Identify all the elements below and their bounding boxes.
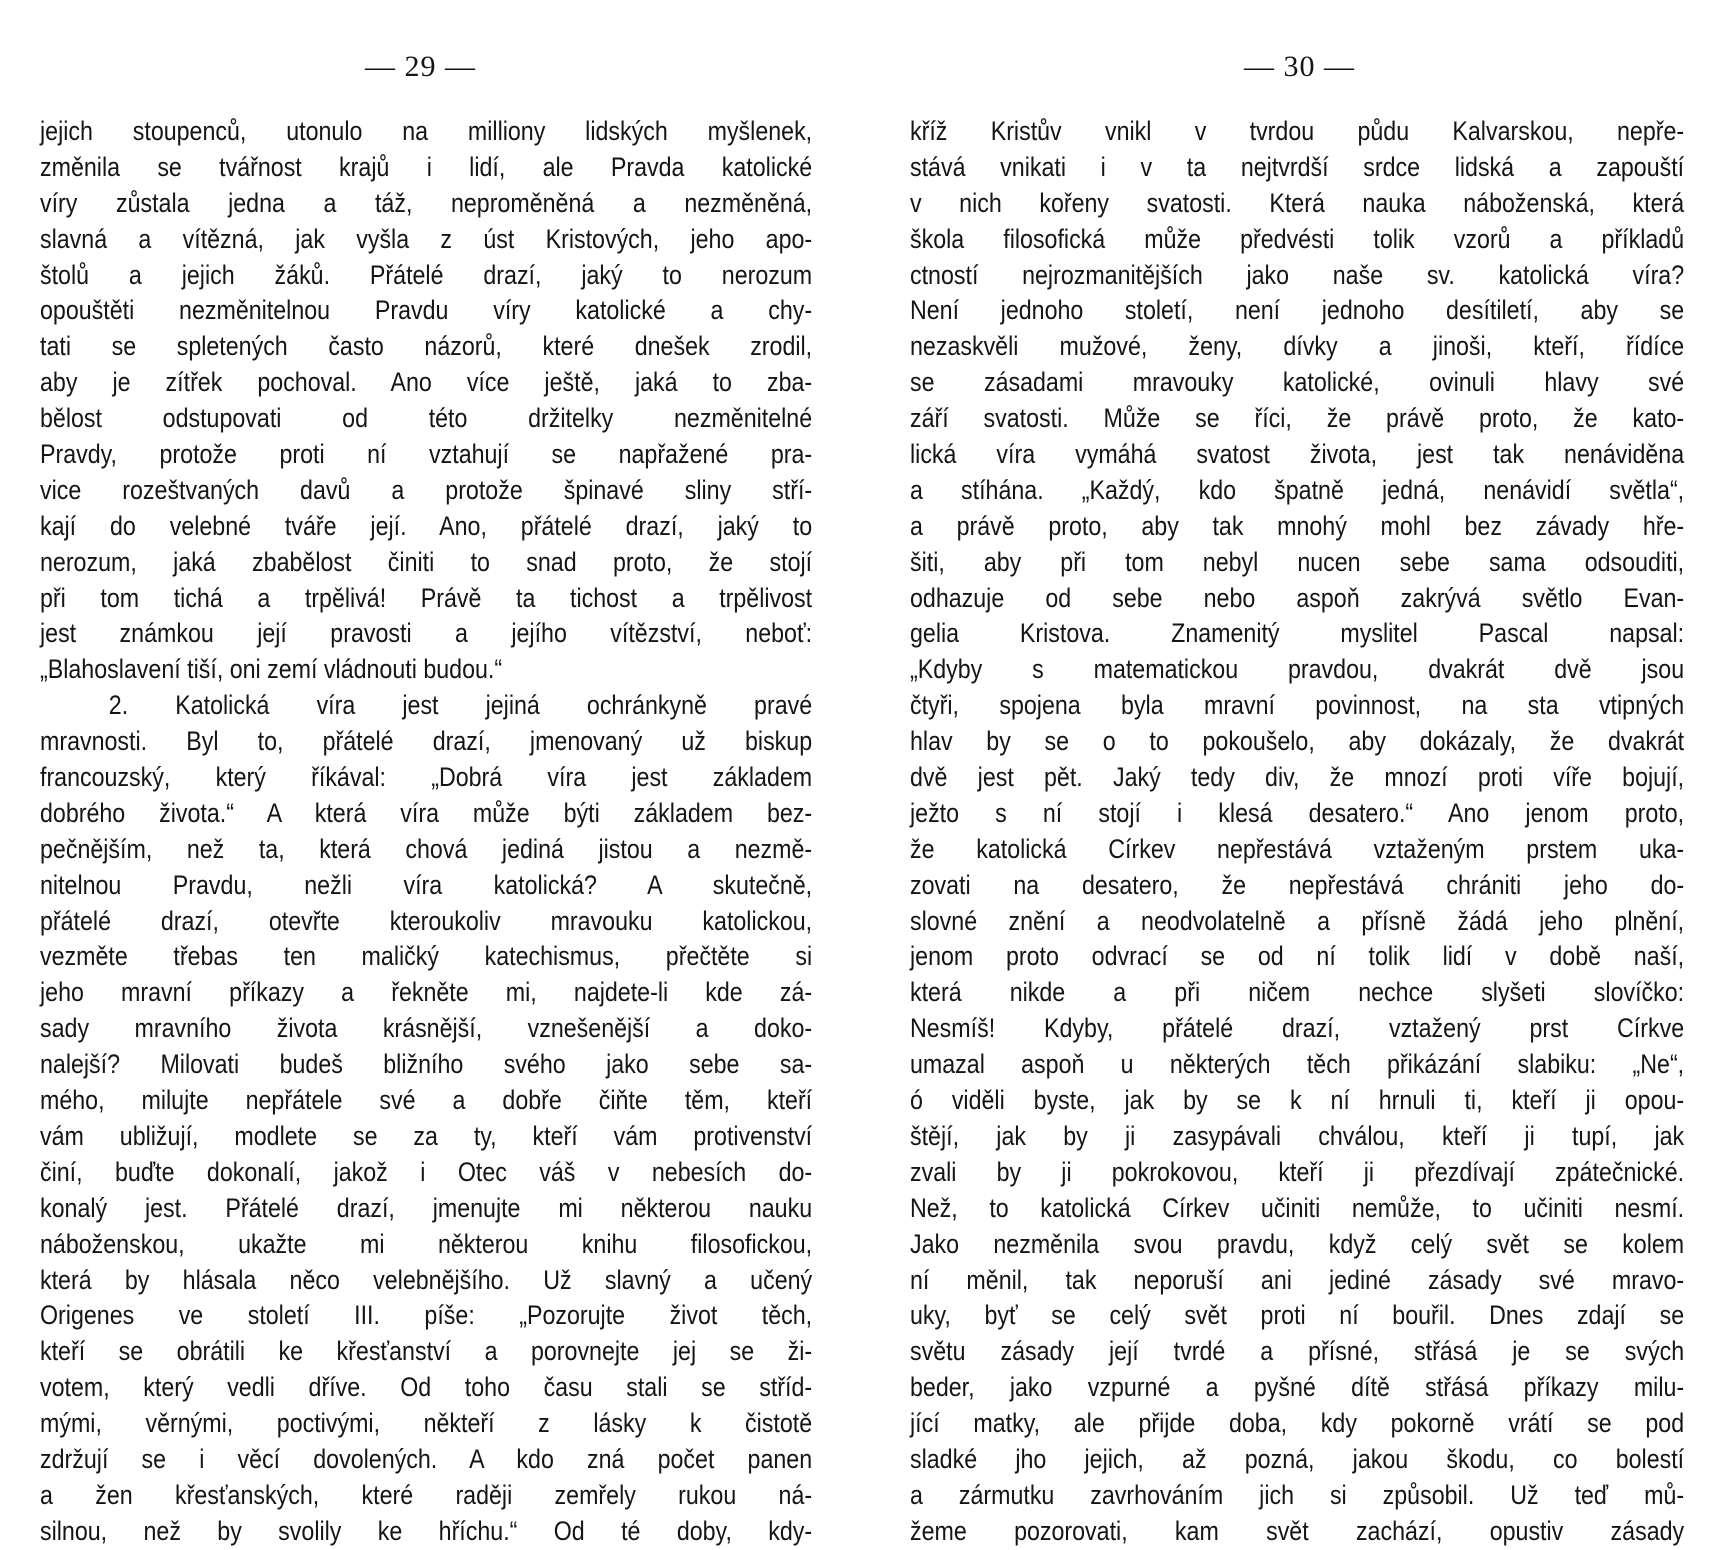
text-line: sady mravního života krásnější, vznešenější a doko- bbox=[40, 1013, 813, 1044]
text-line: votem, který vedli dříve. Od toho času stali se stříd- bbox=[40, 1372, 813, 1403]
text-line: šiti, aby při tom nebyl nucen sebe sama odsouditi, bbox=[910, 546, 1685, 577]
text-line: nerozum, jaká zbabělost činiti to snad proto, že stojí bbox=[40, 546, 813, 577]
text-line: mého, milujte nepřátele své a dobře čiňte těm, kteří bbox=[40, 1085, 813, 1116]
text-line: ó viděli byste, jak by se k ní hrnuli ti, kteří ji opou- bbox=[910, 1085, 1685, 1116]
text-line: jenom proto odvrací se od ní tolik lidí v době naší, bbox=[910, 941, 1685, 972]
text-line: lická víra vymáhá svatost života, jest tak nenáviděna bbox=[910, 439, 1685, 470]
text-line: světu zásady její tvrdé a přísné, střásá je se svých bbox=[910, 1336, 1685, 1367]
text-line: změnila se tvářnost krajů i lidí, ale Pravda katolické bbox=[40, 151, 813, 182]
text-line: zvali by ji pokrokovou, kteří ji přezdívají zpátečnické. bbox=[910, 1156, 1685, 1187]
text-line: Nesmíš! Kdyby, přátelé drazí, vztažený prst Církve bbox=[910, 1013, 1685, 1044]
text-line: „Blahoslavení tiší, oni zemí vládnouti budou.“ bbox=[40, 654, 503, 685]
text-line: mými, věrnými, poctivými, někteří z lásky k čistotě bbox=[40, 1408, 813, 1439]
text-line: stává vnikati i v ta nejtvrdší srdce lidská a zapouští bbox=[910, 151, 1685, 182]
text-line: víry zůstala jedna a táž, neproměněná a nezměněná, bbox=[40, 187, 813, 218]
text-line: a stíhána. „Každý, kdo špatně jedná, nenávidí světla“, bbox=[910, 474, 1685, 505]
text-line: září svatosti. Může se říci, že právě proto, že kato- bbox=[910, 403, 1685, 434]
text-line: bělost odstupovati od této držitelky nezměnitelné bbox=[40, 403, 813, 434]
text-line: při tom tichá a trpělivá! Právě ta tichost a trpělivost bbox=[40, 582, 813, 613]
left-page bbox=[0, 0, 858, 1546]
text-line: Než, to katolická Církev učiniti nemůže, to učiniti nesmí. bbox=[910, 1192, 1685, 1223]
text-line: v nich kořeny svatosti. Která nauka náboženská, která bbox=[910, 187, 1685, 218]
text-line: konalý jest. Přátelé drazí, jmenujte mi některou nauku bbox=[40, 1192, 813, 1223]
text-line: čtyři, spojena byla mravní povinnost, na sta vtipných bbox=[910, 690, 1685, 721]
text-line: odhazuje od sebe nebo aspoň zakrývá světlo Evan- bbox=[910, 582, 1685, 613]
text-line: Origenes ve století III. píše: „Pozorujte život těch, bbox=[40, 1300, 813, 1331]
text-line: nitelnou Pravdu, nežli víra katolická? A skutečně, bbox=[40, 869, 813, 900]
text-line: sladké jho jejich, až pozná, jakou škodu, co bolestí bbox=[910, 1443, 1685, 1474]
text-line: gelia Kristova. Znamenitý myslitel Pascal napsal: bbox=[910, 618, 1685, 649]
text-line: štějí, jak by ji zasypávali chválou, kteří ji tupí, jak bbox=[910, 1120, 1685, 1151]
text-line: tati se spletených často názorů, které dnešek zrodil, bbox=[40, 331, 813, 362]
text-line: uky, byť se celý svět proti ní bouřil. Dnes zdají se bbox=[910, 1300, 1685, 1331]
text-line: silnou, než by svolily ke hříchu.“ Od té doby, kdy- bbox=[40, 1515, 813, 1546]
text-line: nezaskvěli mužové, ženy, dívky a jinoši, kteří, řídíce bbox=[910, 331, 1685, 362]
text-line: slovné znění a neodvolatelně a přísně žádá jeho plnění, bbox=[910, 905, 1685, 936]
text-line: aby je zítřek pochoval. Ano více ještě, jaká to zba- bbox=[40, 367, 813, 398]
text-line: umazal aspoň u některých těch přikázání slabiku: „Ne“, bbox=[910, 1049, 1685, 1080]
text-line: škola filosofická může předvésti tolik vzorů a příkladů bbox=[910, 223, 1685, 254]
text-line: kříž Kristův vnikl v tvrdou půdu Kalvarskou, nepře- bbox=[910, 116, 1685, 146]
text-line: že katolická Církev nepřestává vztaženým prstem uka- bbox=[910, 833, 1685, 864]
text-line: jejich stoupenců, utonulo na milliony lidských myšlenek, bbox=[40, 116, 813, 146]
text-line: štolů a jejich žáků. Přátelé drazí, jaký to nerozum bbox=[40, 259, 813, 290]
text-line: přátelé drazí, otevřte kteroukoliv mravouku katolickou, bbox=[40, 905, 813, 936]
text-line: která by hlásala něco velebnějšího. Už slavný a učený bbox=[40, 1264, 813, 1295]
text-line: dvě jest pět. Jaký tedy div, že mnozí proti víře bojují, bbox=[910, 762, 1685, 793]
text-line: žeme pozorovati, kam svět zachází, opustiv zásady bbox=[910, 1515, 1685, 1546]
text-line: slavná a vítězná, jak vyšla z úst Kristových, jeho apo- bbox=[40, 223, 813, 254]
text-line: ctností nejrozmanitějších jako naše sv. katolická víra? bbox=[910, 259, 1685, 290]
text-line: pečnějším, než ta, která chová jediná jistou a nezmě- bbox=[40, 833, 813, 864]
text-line: se zásadami mravouky katolické, ovinuli hlavy své bbox=[910, 367, 1685, 398]
text-line: ní měnil, tak neporuší ani jediné zásady své mravo- bbox=[910, 1264, 1685, 1295]
text-line: nalejší? Milovati budeš bližního svého jako sebe sa- bbox=[40, 1049, 813, 1080]
text-line: „Kdyby s matematickou pravdou, dvakrát dvě jsou bbox=[910, 654, 1685, 685]
text-line: dobrého života.“ A která víra může býti základem bez- bbox=[40, 797, 813, 828]
text-line: ježto s ní stojí i klesá desatero.“ Ano jenom proto, bbox=[910, 797, 1685, 828]
right-page bbox=[858, 0, 1716, 1546]
text-line: Není jednoho století, není jednoho desítiletí, aby se bbox=[910, 295, 1685, 326]
text-line: kají do velebné tváře její. Ano, přátelé drazí, jaký to bbox=[40, 510, 813, 541]
text-line: jest známkou její pravosti a jejího vítězství, neboť: bbox=[40, 618, 813, 649]
text-line: 2. Katolická víra jest jejiná ochránkyně pravé bbox=[108, 690, 813, 721]
text-line: jeho mravní příkazy a řekněte mi, najdete-li kde zá- bbox=[40, 977, 813, 1008]
text-line: a zármutku zavrhováním jich si způsobil. Už teď mů- bbox=[910, 1479, 1685, 1510]
text-line: zdržují se i věcí dovolených. A kdo zná počet panen bbox=[40, 1443, 813, 1474]
text-line: francouzský, který říkával: „Dobrá víra jest základem bbox=[40, 762, 813, 793]
text-line: náboženskou, ukažte mi některou knihu filosofickou, bbox=[40, 1228, 813, 1259]
text-line: Pravdy, protože proti ní vztahují se napřažené pra- bbox=[40, 439, 813, 470]
right-page-text bbox=[910, 114, 1684, 1550]
page-number-right: — 30 — bbox=[1244, 50, 1355, 83]
text-line: vezměte třebas ten maličký katechismus, přečtěte si bbox=[40, 941, 813, 972]
text-line: kteří se obrátili ke křesťanství a porovnejte jej se ži- bbox=[40, 1336, 813, 1367]
text-line: Jako nezměnila svou pravdu, když celý svět se kolem bbox=[910, 1228, 1685, 1259]
text-line: mravnosti. Byl to, přátelé drazí, jmenovaný už biskup bbox=[40, 726, 813, 757]
text-line: hlav by se o to pokoušelo, aby dokázaly, že dvakrát bbox=[910, 726, 1685, 757]
text-line: vice rozeštvaných davů a protože špinavé sliny stří- bbox=[40, 474, 813, 505]
page-number-left: — 29 — bbox=[365, 50, 476, 83]
text-line: beder, jako vzpurné a pyšné dítě střásá příkazy milu- bbox=[910, 1372, 1685, 1403]
text-line: a žen křesťanských, které raději zemřely rukou ná- bbox=[40, 1479, 813, 1510]
text-line: a právě proto, aby tak mnohý mohl bez závady hře- bbox=[910, 510, 1685, 541]
text-line: činí, buďte dokonalí, jakož i Otec váš v nebesích do- bbox=[40, 1156, 813, 1187]
text-line: vám ubližují, modlete se za ty, kteří vám protivenství bbox=[40, 1120, 813, 1151]
text-line: jící matky, ale přijde doba, kdy pokorně vrátí se pod bbox=[910, 1408, 1685, 1439]
text-line: zovati na desatero, že nepřestává chrániti jeho do- bbox=[910, 869, 1685, 900]
text-line: opouštěti nezměnitelnou Pravdu víry katolické a chy- bbox=[40, 295, 813, 326]
left-page-text bbox=[40, 114, 812, 1550]
text-line: která nikde a při ničem nechce slyšeti slovíčko: bbox=[910, 977, 1685, 1008]
